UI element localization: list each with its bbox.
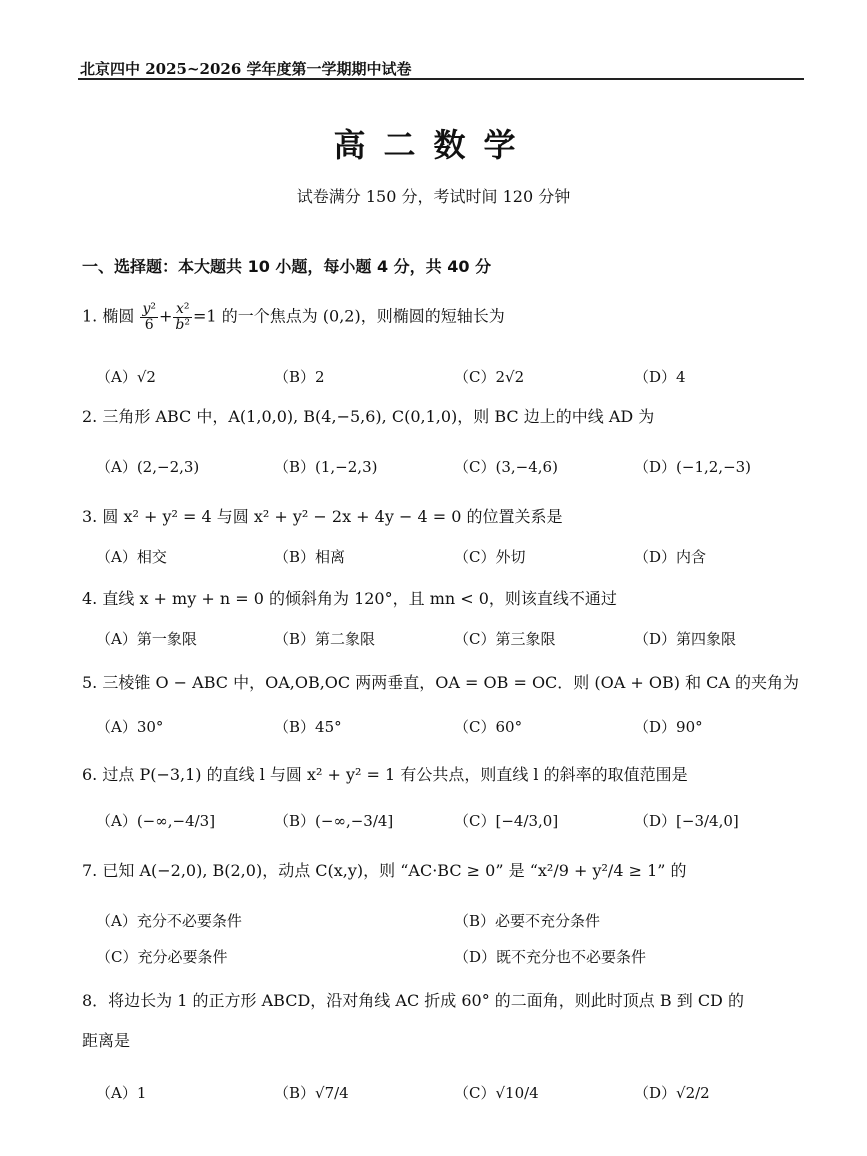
- page-title: 高二数学: [333, 126, 534, 164]
- option-d[interactable]: （D）[−3/4,0]: [634, 812, 739, 830]
- question-2: 2. 三角形 ABC 中，A(1,0,0), B(4,−5,6), C(0,1,0)，则 BC 边上的中线 AD 为: [82, 407, 655, 426]
- option-c[interactable]: （C）60°: [454, 718, 523, 736]
- option-c[interactable]: （C）(3,−4,6): [454, 458, 558, 476]
- option-b[interactable]: （B）2: [274, 368, 325, 386]
- option-c[interactable]: （C）第三象限: [454, 630, 556, 648]
- option-b[interactable]: （B）√7/4: [274, 1084, 349, 1102]
- section-heading: 一、选择题：本大题共 10 小题，每小题 4 分，共 40 分: [82, 257, 492, 276]
- question-1: 1. 椭圆 $\frac{\text{y²}}{6}$ + $\frac{\text{x²}}{\text{b²}}$ =1 的一个焦点为 (0,2)，则椭圆的短轴长为: [82, 301, 505, 333]
- exam-header: 北京四中 2025~2026 学年度第一学期期中试卷: [80, 60, 412, 78]
- option-b[interactable]: （B）(1,−2,3): [274, 458, 378, 476]
- option-a[interactable]: （A）1: [96, 1084, 147, 1102]
- option-d[interactable]: （D）4: [634, 368, 686, 386]
- option-a[interactable]: （A）√2: [96, 368, 156, 386]
- options-7-row2: [96, 946, 816, 976]
- exam-info: 试卷满分 150 分，考试时间 120 分钟: [296, 187, 571, 206]
- option-c[interactable]: （C）外切: [454, 548, 526, 566]
- options-7-row1: [96, 910, 816, 940]
- options-4: [96, 628, 816, 658]
- option-d[interactable]: （D）第四象限: [634, 630, 737, 648]
- options-8: [96, 1082, 816, 1112]
- fraction: $\frac{\text{y²}}{6}$: [142, 301, 157, 333]
- options-6: [96, 810, 816, 840]
- option-b[interactable]: （B）第二象限: [274, 630, 376, 648]
- option-a[interactable]: （A）30°: [96, 718, 164, 736]
- question-3: 3. 圆 x² + y² = 4 与圆 x² + y² − 2x + 4y − 4 = 0 的位置关系是: [82, 507, 563, 526]
- question-8: 8．将边长为 1 的正方形 ABCD，沿对角线 AC 折成 60° 的二面角，则此时顶点 B 到 CD 的: [82, 991, 744, 1010]
- question-8-line2: 距离是: [82, 1031, 131, 1050]
- option-d[interactable]: （D）内含: [634, 548, 707, 566]
- option-d[interactable]: （D）90°: [634, 718, 703, 736]
- question-4: 4. 直线 x + my + n = 0 的倾斜角为 120°，且 mn < 0，则该直线不通过: [82, 589, 617, 608]
- option-d[interactable]: （D）√2/2: [634, 1084, 710, 1102]
- option-a[interactable]: （A）相交: [96, 548, 167, 566]
- option-a[interactable]: （A）(2,−2,3): [96, 458, 200, 476]
- option-b[interactable]: （B）45°: [274, 718, 342, 736]
- question-number: 1.: [82, 306, 98, 326]
- question-text: 椭圆: [102, 306, 135, 326]
- option-b[interactable]: （B）相离: [274, 548, 346, 566]
- option-a[interactable]: （A）(−∞,−4/3]: [96, 812, 216, 830]
- option-b[interactable]: （B）必要不充分条件: [454, 912, 601, 930]
- option-a[interactable]: （A）充分不必要条件: [96, 912, 242, 930]
- header-rule: [78, 78, 804, 80]
- option-c[interactable]: （C）2√2: [454, 368, 525, 386]
- option-c[interactable]: （C）[−4/3,0]: [454, 812, 559, 830]
- option-d[interactable]: （D）既不充分也不必要条件: [454, 948, 647, 966]
- options-3: [96, 546, 816, 576]
- options-5: [96, 716, 816, 746]
- options-2: [96, 456, 816, 486]
- option-d[interactable]: （D）(−1,2,−3): [634, 458, 752, 476]
- question-7: 7. 已知 A(−2,0), B(2,0)，动点 C(x,y)，则 “AC·BC ≥ 0” 是 “x²/9 + y²/4 ≥ 1” 的: [82, 861, 687, 880]
- question-text: =1 的一个焦点为 (0,2)，则椭圆的短轴长为: [193, 306, 505, 326]
- option-c[interactable]: （C）√10/4: [454, 1084, 539, 1102]
- option-c[interactable]: （C）充分必要条件: [96, 948, 228, 966]
- options-1: [96, 366, 816, 396]
- option-a[interactable]: （A）第一象限: [96, 630, 197, 648]
- option-b[interactable]: （B）(−∞,−3/4]: [274, 812, 394, 830]
- question-6: 6. 过点 P(−3,1) 的直线 l 与圆 x² + y² = 1 有公共点，则直线 l 的斜率的取值范围是: [82, 765, 688, 784]
- fraction: $\frac{\text{x²}}{\text{b²}}$: [175, 301, 191, 333]
- question-5: 5. 三棱锥 O − ABC 中，OA,OB,OC 两两垂直，OA = OB = OC．则 (OA + OB) 和 CA 的夹角为: [82, 673, 800, 692]
